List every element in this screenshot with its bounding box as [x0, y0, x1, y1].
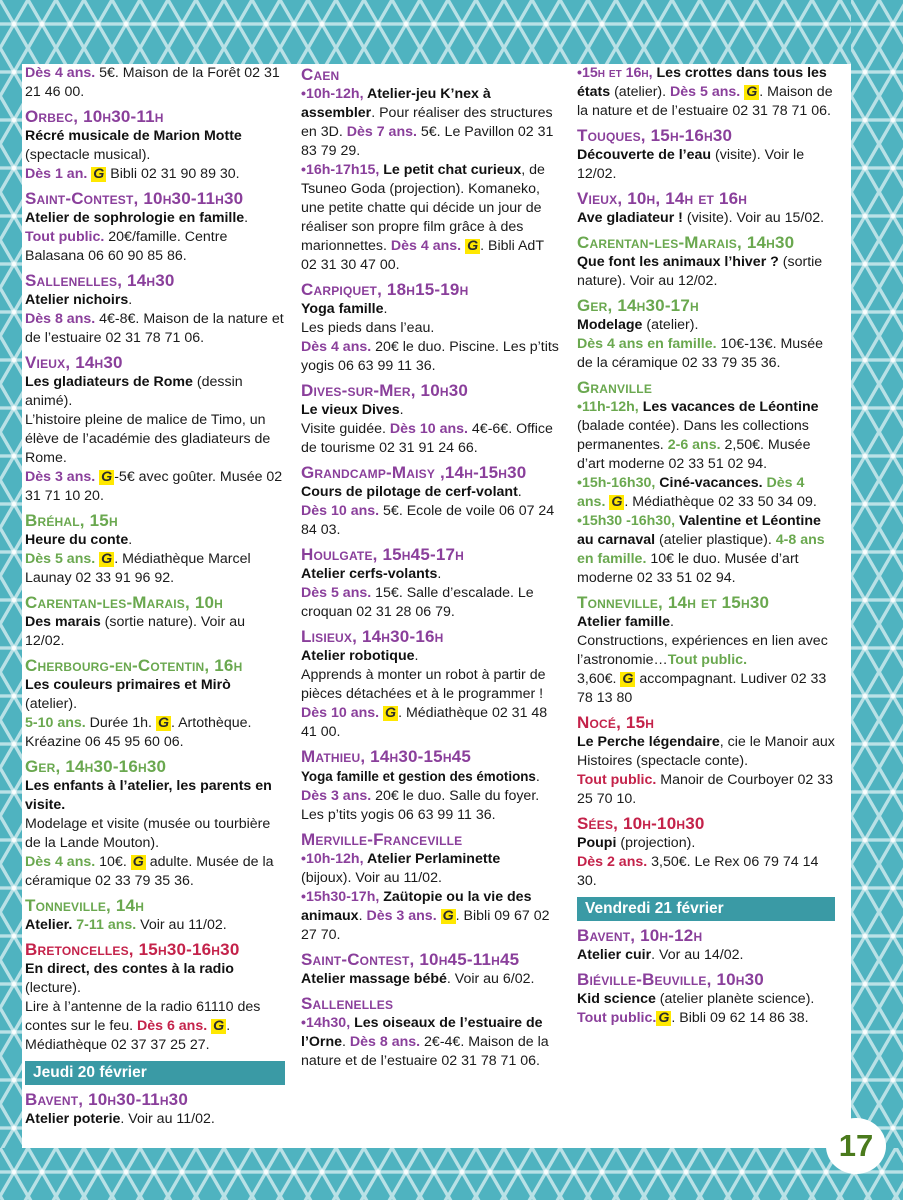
event-entry	[577, 232, 835, 291]
event-desc: . Vor au 14/02.	[651, 947, 744, 963]
event-info: accompagnant. Ludiver 02 33 78 13 80	[577, 671, 827, 706]
age-label: 2-6 ans.	[667, 437, 721, 453]
age-label: Dès 4 ans en famille.	[577, 336, 717, 352]
event-title: Les couleurs primaires et Mirò	[25, 677, 231, 693]
event-entry	[301, 746, 559, 825]
event-desc: (visite). Voir au 15/02.	[682, 210, 825, 226]
event-info: -5€ avec goûter. Musée 02 31 71 10 20.	[25, 469, 283, 504]
event-desc: (atelier).	[25, 696, 78, 712]
decorative-pattern-bottom	[0, 1148, 903, 1200]
column-2	[301, 64, 559, 1075]
event-desc: .	[437, 566, 442, 582]
event-entry	[25, 756, 285, 891]
age-label: 5-10 ans.	[25, 715, 86, 731]
event-desc: , de Tsuneo Goda (projection). Komaneko, une petite chatte qui décide un jour de réaliser son propre film grâce à des marionnettes.	[301, 162, 545, 254]
event-entry	[25, 655, 285, 752]
decorative-pattern-right	[851, 0, 903, 1200]
event-desc: (visite). Voir le 12/02.	[577, 147, 805, 182]
free-badge-icon: G	[442, 908, 454, 924]
event-entry	[25, 895, 285, 935]
age-label: Dès 4 ans.	[301, 339, 372, 355]
event-entry	[301, 993, 559, 1071]
event-title: Les enfants à l’atelier, les parents en visite.	[25, 778, 272, 813]
event-info: 2,50€. Musée d’art moderne 02 33 51 02 94.	[577, 437, 811, 472]
event-desc: .	[399, 402, 404, 418]
event-title: Que font les animaux l’hiver ?	[577, 254, 779, 270]
event-heading: Sallenelles	[301, 994, 394, 1013]
event-desc: .	[358, 908, 367, 924]
age-label: Dès 7 ans.	[346, 124, 417, 140]
event-info: . Bibli AdT 02 31 30 47 00.	[301, 238, 544, 273]
decorative-pattern-top	[0, 0, 903, 64]
event-title: Atelier cuir	[577, 947, 652, 963]
age-label: Dès 5 ans.	[25, 551, 96, 567]
event-title: Atelier robotique	[301, 648, 415, 664]
event-title: Zaütopie ou la vie des animaux	[301, 889, 532, 924]
event-entry	[25, 592, 285, 651]
event-title: Atelier nichoirs	[25, 292, 129, 308]
event-title: Valentine et Léontine au carnaval	[577, 513, 821, 548]
event-text: Modelage et visite (musée ou tourbière de la Lande Mouton).	[25, 816, 271, 851]
event-title: Les gladiateurs de Rome	[25, 374, 193, 390]
event-title: Découverte de l’eau	[577, 147, 712, 163]
event-entry	[301, 64, 559, 275]
free-badge-icon: G	[658, 1010, 670, 1026]
event-info: adulte. Musée de la céramique 02 33 79 35 36.	[25, 854, 274, 889]
free-badge-icon: G	[101, 469, 113, 485]
age-label: Dès 3 ans.	[301, 788, 372, 804]
event-info: . Artothèque. Kréazine 06 45 95 60 06.	[25, 715, 252, 750]
event-desc: .	[383, 301, 388, 317]
event-entry	[577, 295, 835, 373]
event-entry	[301, 380, 559, 458]
event-entry	[301, 626, 559, 742]
event-info: . Médiathèque 02 31 48 41 00.	[301, 705, 548, 740]
event-heading: Lisieux, 14h30-16h	[301, 627, 444, 646]
event-entry	[577, 969, 835, 1028]
event-info: 3,50€. Le Rex 06 79 74 14 30.	[577, 854, 819, 889]
event-heading: Granville	[577, 378, 653, 397]
page-number: 17	[838, 1128, 874, 1163]
event-info: 20€ le duo. Piscine. Les p’tits yogis 06 63 99 11 36.	[301, 339, 559, 374]
event-info: Bibli 02 31 90 89 30.	[106, 166, 240, 182]
free-badge-icon: G	[132, 854, 144, 870]
event-desc: (atelier).	[642, 317, 699, 333]
event-title: Ciné-vacances.	[655, 475, 763, 491]
event-text: Visite guidée.	[301, 421, 390, 437]
column-3	[577, 64, 835, 1032]
event-entry	[577, 188, 835, 228]
event-desc: (balade contée). Dans les collections permanentes.	[577, 418, 809, 453]
event-info: 10€ le duo. Musée d’art moderne 02 33 51 02 94.	[577, 551, 799, 586]
event-title: Yoga famille	[301, 301, 384, 317]
free-badge-icon: G	[611, 494, 623, 510]
event-entry	[25, 188, 285, 266]
time-label: •10h-12h,	[301, 851, 364, 867]
event-entry	[25, 939, 285, 1055]
event-info: Manoir de Courboyer 02 33 25 70 10.	[577, 772, 833, 807]
event-info: . Médiathèque Marcel Launay 02 33 91 96 92.	[25, 551, 251, 586]
age-label: Dès 4 ans.	[25, 65, 96, 81]
event-entry	[577, 64, 835, 121]
event-title: Kid science	[577, 991, 656, 1007]
event-title: Atelier massage bébé	[301, 971, 447, 987]
event-heading: Bavent, 10h30-11h30	[25, 1090, 188, 1109]
event-title: Récré musicale de Marion Motte	[25, 128, 242, 144]
event-info: 5€. Ecole de voile 06 07 24 84 03.	[301, 503, 555, 538]
event-title: Atelier de sophrologie en famille	[25, 210, 245, 226]
event-title: Des marais	[25, 614, 101, 630]
free-badge-icon: G	[746, 84, 758, 100]
event-text: Apprends à monter un robot à partir de pièces détachées et à le programmer !	[301, 667, 546, 702]
event-desc: (projection).	[616, 835, 696, 851]
time-label: •10h-12h,	[301, 86, 364, 102]
event-title: En direct, des contes à la radio	[25, 961, 234, 977]
event-heading: Carentan-les-Marais, 10h	[25, 593, 224, 612]
event-entry	[577, 712, 835, 809]
age-label: Dès 1 an.	[25, 166, 88, 182]
event-title: Atelier cerfs-volants	[301, 566, 438, 582]
event-heading: Merville-Franceville	[301, 830, 463, 849]
event-text: L’histoire pleine de malice de Timo, un élève de l’académie des gladiateurs de Rome.	[25, 412, 271, 466]
event-entry	[25, 510, 285, 588]
event-title: Atelier famille	[577, 614, 671, 630]
age-label: Dès 4 ans.	[390, 238, 462, 254]
event-heading: Bretoncelles, 15h30-16h30	[25, 940, 240, 959]
event-heading: Carentan-les-Marais, 14h30	[577, 233, 795, 252]
age-label: 4-8 ans en famille.	[577, 532, 825, 567]
event-desc: (sortie nature). Voir au 12/02.	[25, 614, 246, 649]
event-info: . Bibli 09 62 14 86 38.	[671, 1010, 809, 1026]
event-title: Heure du conte	[25, 532, 129, 548]
event-heading: Mathieu, 14h30-15h45	[301, 747, 472, 766]
age-label: Tout public.	[577, 772, 657, 788]
event-info: 5€. Le Pavillon 02 31 83 79 29.	[301, 124, 554, 159]
event-title: Yoga famille et gestion des émotions	[301, 769, 536, 784]
event-desc: . Voir au 6/02.	[446, 971, 535, 987]
event-heading: Saint-Contest, 10h30-11h30	[25, 189, 244, 208]
event-info: . Maison de la nature et de l’estuaire 02 31 78 71 06.	[577, 84, 833, 119]
free-badge-icon: G	[385, 705, 397, 721]
age-label: Dès 8 ans.	[25, 311, 96, 327]
free-badge-icon: G	[622, 671, 634, 687]
age-label: 7-11 ans.	[72, 917, 137, 933]
event-heading: Carpiquet, 18h15-19h	[301, 280, 469, 299]
event-desc: (bijoux). Voir au 11/02.	[301, 870, 442, 886]
event-desc: .	[128, 532, 133, 548]
event-entry	[301, 829, 559, 945]
event-desc: (atelier).	[610, 84, 671, 100]
event-desc: (spectacle musical).	[25, 147, 151, 163]
time-label: •11h-12h,	[577, 399, 639, 415]
free-badge-icon: G	[157, 715, 169, 731]
event-desc: (lecture).	[25, 980, 81, 996]
event-desc: .	[244, 210, 249, 226]
event-title: Le vieux Dives	[301, 402, 400, 418]
event-entry	[25, 352, 285, 506]
time-label: •15h-16h30,	[577, 475, 656, 491]
event-title: Les oiseaux de l’estuaire de l’Orne	[301, 1015, 543, 1050]
age-label: Dès 5 ans.	[301, 585, 372, 601]
event-title: Modelage	[577, 317, 643, 333]
event-title: Atelier.	[25, 917, 73, 933]
event-heading: Caen	[301, 65, 340, 84]
event-info: 10€.	[95, 854, 131, 870]
event-desc: (sortie nature). Voir au 12/02.	[577, 254, 823, 289]
age-label: Dès 4 ans.	[577, 475, 805, 510]
event-info: . Médiathèque 02 37 37 25 27.	[25, 1018, 231, 1053]
event-heading: Biéville-Beuville, 10h30	[577, 970, 764, 989]
event-heading: Nocé, 15h	[577, 713, 655, 732]
event-info: 4€-8€. Maison de la nature et de l’estuaire 02 31 78 71 06.	[25, 311, 284, 346]
event-heading: Cherbourg-en-Cotentin, 16h	[25, 656, 243, 675]
event-desc: . Pour réaliser des structures en 3D.	[301, 105, 553, 140]
event-info: Durée 1h.	[85, 715, 156, 731]
free-badge-icon: G	[213, 1018, 225, 1034]
age-label: Dès 3 ans.	[366, 908, 437, 924]
event-desc: (atelier plastique).	[655, 532, 776, 548]
event-title: Cours de pilotage de cerf-volant	[301, 484, 518, 500]
event-info: 5€. Maison de la Forêt 02 31 21 46 00.	[25, 65, 280, 100]
event-heading: Tonneville, 14h et 15h30	[577, 593, 770, 612]
event-title: Atelier-jeu K’nex à assembler	[301, 86, 491, 121]
event-entry	[25, 270, 285, 348]
event-desc: . Voir au 11/02.	[120, 1111, 215, 1127]
event-entry	[25, 1089, 285, 1129]
event-heading: Sallenelles, 14h30	[25, 271, 175, 290]
event-heading: Ger, 14h30-16h30	[25, 757, 167, 776]
free-badge-icon: G	[101, 551, 113, 567]
event-desc: .	[128, 292, 133, 308]
event-info: 4€-6€. Office de tourisme 02 31 91 24 66.	[301, 421, 553, 456]
event-title: Poupi	[577, 835, 617, 851]
event-heading: Grandcamp-Maisy ,14h-15h30	[301, 463, 527, 482]
page-number-badge	[826, 1118, 886, 1174]
free-badge-icon: G	[93, 166, 105, 182]
event-entry	[25, 106, 285, 184]
age-label: Dès 4 ans.	[25, 854, 96, 870]
event-entry	[301, 279, 559, 376]
event-heading: Bréhal, 15h	[25, 511, 118, 530]
decorative-pattern-left	[0, 0, 22, 1200]
time-label: •15h et 16h,	[577, 65, 653, 81]
event-title: Atelier poterie	[25, 1111, 121, 1127]
event-heading: Vieux, 10h, 14h et 16h	[577, 189, 748, 208]
event-entry	[577, 925, 835, 965]
event-entry	[577, 377, 835, 588]
event-heading: Ger, 14h30-17h	[577, 296, 699, 315]
event-heading: Bavent, 10h-12h	[577, 926, 703, 945]
event-text: Les pieds dans l’eau.	[301, 320, 435, 336]
time-label: •16h-17h15,	[301, 162, 380, 178]
event-entry	[301, 544, 559, 622]
event-entry	[577, 125, 835, 184]
event-desc: .	[517, 484, 522, 500]
event-info: . Médiathèque 02 33 50 34 09.	[624, 494, 817, 510]
event-info: 20€ le duo. Salle du foyer. Les p’tits yogis 06 63 99 11 36.	[301, 788, 540, 823]
event-entry	[301, 462, 559, 540]
event-heading: Vieux, 14h30	[25, 353, 123, 372]
event-desc: .	[414, 648, 419, 664]
time-label: •15h30 -16h30,	[577, 513, 676, 529]
free-badge-icon: G	[467, 238, 479, 254]
age-label: Dès 10 ans.	[301, 705, 380, 721]
event-entry	[301, 949, 559, 989]
event-heading: Sées, 10h-10h30	[577, 814, 705, 833]
event-title: Le petit chat curieux	[379, 162, 522, 178]
event-text: Constructions, expériences en lien avec l’astronomie…	[577, 633, 828, 668]
event-entry	[577, 813, 835, 891]
event-title: Les vacances de Léontine	[638, 399, 819, 415]
event-heading: Saint-Contest, 10h45-11h45	[301, 950, 520, 969]
event-title: Atelier Perlaminette	[363, 851, 501, 867]
event-heading: Tonneville, 14h	[25, 896, 145, 915]
event-title: Les crottes dans tous les états	[577, 65, 827, 100]
age-label: Tout public.	[667, 652, 748, 668]
event-info: 3,60€.	[577, 671, 621, 687]
event-desc: (dessin animé).	[25, 374, 243, 409]
event-title: Le Perche légendaire	[577, 734, 720, 750]
age-label: Dès 2 ans.	[577, 854, 648, 870]
event-info: 20€/famille. Centre Balasana 06 60 90 85 86.	[25, 229, 228, 264]
event-info: 10€-13€. Musée de la céramique 02 33 79 35 36.	[577, 336, 824, 371]
date-header-bar: Vendredi 21 février	[577, 897, 835, 921]
column-1	[25, 64, 285, 1133]
event-entry	[25, 64, 285, 102]
age-label: Dès 10 ans.	[389, 421, 468, 437]
date-header-bar: Jeudi 20 février	[25, 1061, 285, 1085]
event-info: 2€-4€. Maison de la nature et de l’estuaire 02 31 78 71 06.	[301, 1034, 549, 1069]
time-label: •15h30-17h,	[301, 889, 380, 905]
event-desc: .	[670, 614, 674, 630]
event-desc: , cie le Manoir aux Histoires (spectacle conte).	[577, 734, 835, 769]
event-heading: Touques, 15h-16h30	[577, 126, 733, 145]
age-label: Dès 10 ans.	[301, 503, 380, 519]
event-info: 15€. Salle d’escalade. Le croquan 02 31 28 06 79.	[301, 585, 534, 620]
event-heading: Houlgate, 15h45-17h	[301, 545, 465, 564]
event-desc: (atelier planète science).	[655, 991, 815, 1007]
age-label: Tout public.	[25, 229, 105, 245]
event-entry	[577, 592, 835, 708]
event-desc: .	[535, 769, 540, 785]
age-label: Tout public.	[577, 1010, 657, 1026]
age-label: Dès 8 ans.	[349, 1034, 421, 1050]
event-title: Ave gladiateur !	[577, 210, 683, 226]
event-text: Lire à l’antenne de la radio 61110 des contes sur le feu.	[25, 999, 261, 1034]
event-info: . Bibli 09 67 02 27 70.	[301, 908, 550, 943]
age-label: Dès 3 ans.	[25, 469, 96, 485]
age-label: Dès 5 ans.	[670, 84, 741, 100]
event-heading: Dives-sur-Mer, 10h30	[301, 381, 469, 400]
age-label: Dès 6 ans.	[136, 1018, 208, 1034]
time-label: •14h30,	[301, 1015, 351, 1031]
event-desc: .	[342, 1034, 350, 1050]
event-info: Voir au 11/02.	[136, 917, 227, 933]
event-heading: Orbec, 10h30-11h	[25, 107, 164, 126]
